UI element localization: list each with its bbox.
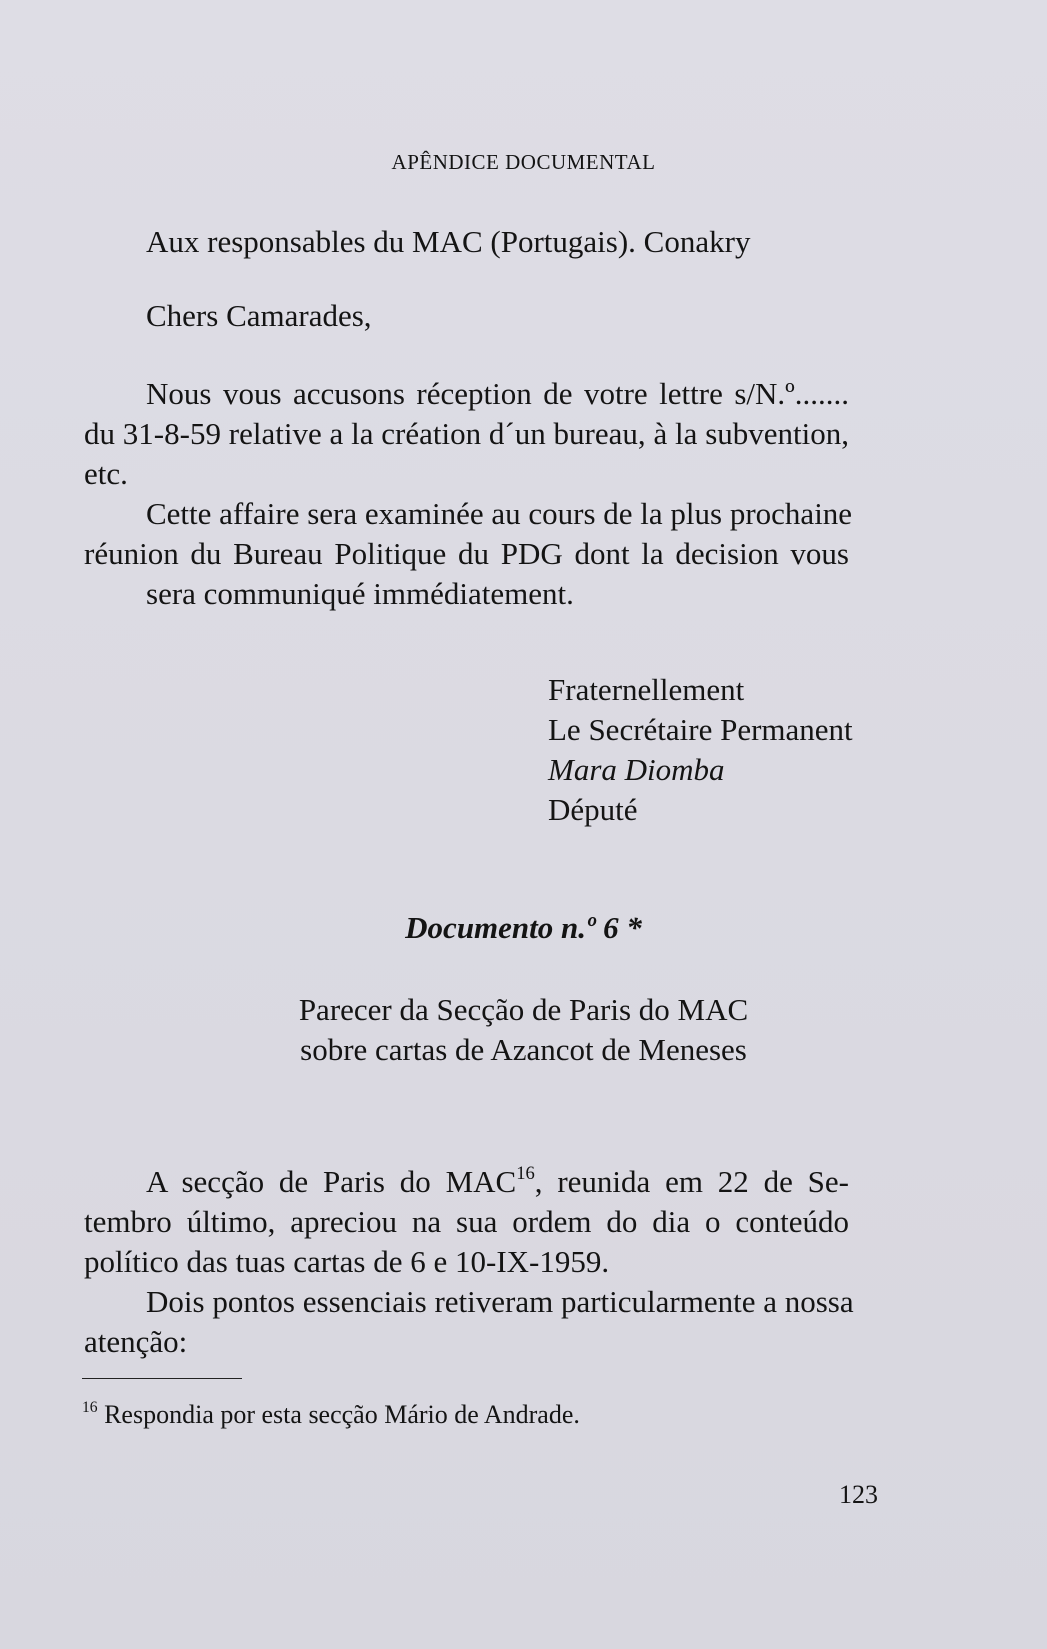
paragraph-line: Dois pontos essenciais retiveram particularmente a nossa bbox=[146, 1284, 854, 1319]
page-number: 123 bbox=[839, 1480, 878, 1509]
letter-body-line: réunion du Bureau Politique du PDG dont la decision vous bbox=[84, 536, 849, 571]
signer-title: Le Secrétaire Permanent bbox=[548, 712, 853, 747]
footnote bbox=[82, 1398, 580, 1432]
letter-closing: Fraternellement bbox=[548, 672, 745, 707]
document-subtitle-line: sobre cartas de Azancot de Meneses bbox=[300, 1032, 747, 1067]
footnote-text: Respondia por esta secção Mário de Andrade. bbox=[97, 1400, 580, 1429]
letter-address: Aux responsables du MAC (Portugais). Conakry bbox=[146, 224, 751, 259]
document-subtitle-line: Parecer da Secção de Paris do MAC bbox=[298, 992, 749, 1027]
paragraph-text: A secção de Paris do MAC bbox=[146, 1164, 517, 1199]
running-head: APÊNDICE DOCUMENTAL bbox=[391, 150, 656, 174]
paragraph-line bbox=[146, 1162, 849, 1202]
signer-role: Député bbox=[548, 792, 638, 827]
footnote-divider bbox=[82, 1378, 242, 1379]
paragraph-line: atenção: bbox=[84, 1324, 188, 1359]
letter-body-line: du 31-8-59 relative a la création d´un bureau, à la subvention, bbox=[84, 416, 849, 451]
footnote-reference: 16 bbox=[516, 1162, 535, 1184]
footnote-number: 16 bbox=[82, 1399, 98, 1417]
letter-body-line: sera communiqué immédiatement. bbox=[146, 576, 574, 611]
paragraph-line: político das tuas cartas de 6 e 10-IX-1959. bbox=[84, 1244, 610, 1279]
signer-name: Mara Diomba bbox=[548, 752, 725, 787]
letter-body-line: Nous vous accusons réception de votre lettre s/N.º....... bbox=[146, 376, 849, 411]
document-heading: Documento n.º 6 * bbox=[405, 910, 642, 945]
letter-salutation: Chers Camarades, bbox=[146, 298, 372, 333]
letter-body-line: etc. bbox=[84, 456, 128, 491]
paragraph-line: tembro último, apreciou na sua ordem do dia o conteúdo bbox=[84, 1204, 849, 1239]
paragraph-text: , reunida em 22 de Se- bbox=[534, 1164, 849, 1199]
letter-body-line: Cette affaire sera examinée au cours de la plus prochaine bbox=[146, 496, 853, 531]
